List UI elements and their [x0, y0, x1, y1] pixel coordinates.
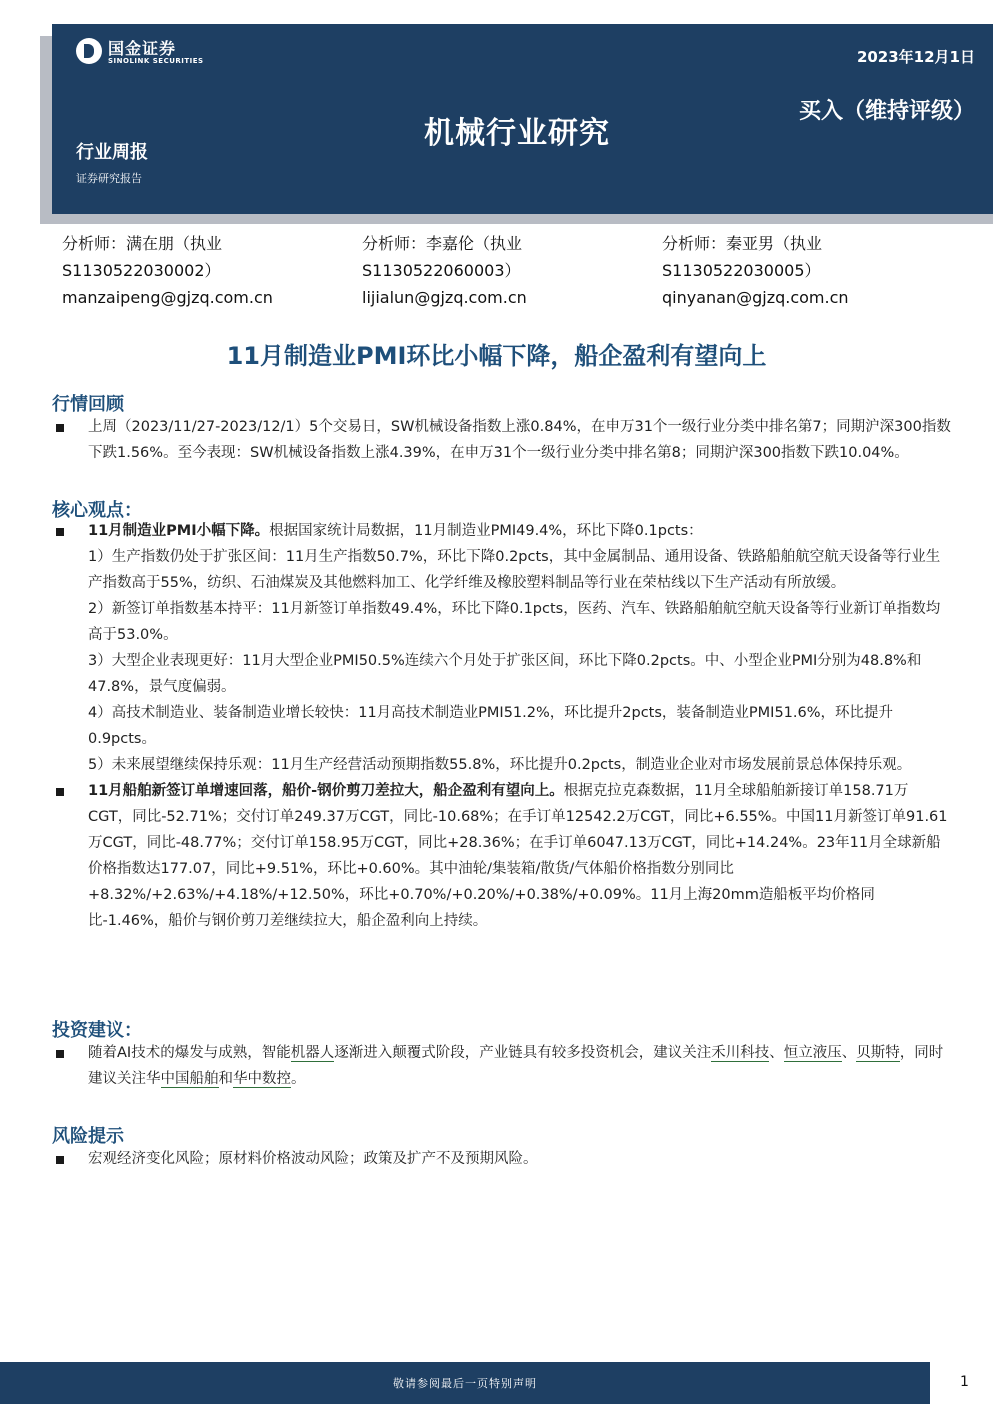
- pmi-text: 根据国家统计局数据，11月制造业PMI49.4%，环比下降0.1pcts：: [269, 523, 703, 539]
- stock-link[interactable]: 华中数控: [233, 1071, 291, 1087]
- pmi-point: 1）生产指数仍处于扩张区间：11月生产指数50.7%，环比下降0.2pcts，其中金属制品、通用设备、铁路船舶航空航天设备等行业生产指数高于55%，纺织、石油煤炭及其他燃料加工、化学纤维及橡胶塑料制品等行业在荣枯线以下生产活动有所放缓。: [88, 549, 941, 591]
- section-title-review: 行情回顾: [52, 394, 124, 415]
- analyst-license: S1130522030002）: [62, 261, 221, 280]
- bullet-item: [52, 778, 952, 934]
- analyst-email[interactable]: manzaipeng@gjzq.com.cn: [62, 288, 273, 307]
- report-subtype: 证券研究报告: [76, 172, 142, 185]
- bullet-item: [52, 518, 952, 544]
- bullet-icon: [56, 528, 64, 536]
- analyst-license: S1130522030005）: [662, 261, 821, 280]
- page-title: 机械行业研究: [424, 116, 610, 151]
- company-logo: [76, 36, 204, 65]
- analyst-email[interactable]: qinyanan@gjzq.com.cn: [662, 288, 849, 307]
- invest-text: ，同时建议关注华: [88, 1045, 944, 1087]
- headline: 11月制造业PMI环比小幅下降，船企盈利有望向上: [226, 342, 767, 370]
- ship-lead: 11月船舶新签订单增速回落，船价-钢价剪刀差拉大，船企盈利有望向上。: [88, 783, 564, 799]
- stock-link[interactable]: 禾川科技: [711, 1045, 770, 1061]
- core-paragraph: [52, 518, 952, 934]
- bullet-icon: [56, 1156, 64, 1164]
- invest-paragraph: [52, 1040, 952, 1092]
- bullet-item: [52, 1146, 952, 1172]
- bullet-icon: [56, 1050, 64, 1058]
- analyst-list: [62, 230, 962, 311]
- analyst-license: S1130522060003）: [362, 261, 521, 280]
- bullet-item: [52, 1040, 952, 1092]
- invest-text: 和: [218, 1071, 233, 1087]
- analyst: [662, 230, 962, 311]
- bullet-icon: [56, 424, 64, 432]
- analyst-name: 分析师：秦亚男（执业: [662, 234, 823, 253]
- report-type: 行业周报: [76, 142, 148, 163]
- bullet-icon: [56, 788, 64, 796]
- page-number: 1: [960, 1374, 969, 1390]
- risk-text: 宏观经济变化风险；原材料价格波动风险；政策及扩产不及预期风险。: [88, 1151, 538, 1167]
- analyst-name: 分析师：李嘉伦（执业: [362, 234, 523, 253]
- stock-link[interactable]: 贝斯特: [856, 1045, 900, 1061]
- risk-paragraph: [52, 1146, 952, 1172]
- review-paragraph: [52, 414, 952, 466]
- logo-cn: 国金证券: [108, 39, 177, 58]
- pmi-point: 3）大型企业表现更好：11月大型企业PMI50.5%连续六个月处于扩张区间，环比下降0.2pcts。中、小型企业PMI分别为48.8%和47.8%，景气度偏弱。: [88, 653, 922, 695]
- analyst-name: 分析师：满在朋（执业: [62, 234, 223, 253]
- pmi-point: 4）高技术制造业、装备制造业增长较快：11月高技术制造业PMI51.2%，环比提升2pcts，装备制造业PMI51.6%，环比提升0.9pcts。: [88, 705, 894, 747]
- report-date: 2023年12月1日: [856, 48, 975, 66]
- invest-text: 。: [291, 1071, 306, 1087]
- rating: 买入（维持评级）: [798, 99, 975, 124]
- invest-text: 、: [841, 1045, 857, 1061]
- bullet-item: [52, 414, 952, 466]
- analyst: [62, 230, 362, 311]
- stock-link[interactable]: 恒立液压: [783, 1045, 842, 1061]
- analyst-email[interactable]: lijialun@gjzq.com.cn: [362, 288, 527, 307]
- invest-text: 随着AI技术的爆发与成熟，智能: [88, 1045, 291, 1061]
- analyst: [362, 230, 662, 311]
- stock-link[interactable]: 机器人: [290, 1045, 335, 1061]
- pmi-lead: 11月制造业PMI小幅下降。: [88, 523, 270, 539]
- review-text: 上周（2023/11/27-2023/12/1）5个交易日，SW机械设备指数上涨0.84%，在申万31个一级行业分类中排名第7；同期沪深300指数下跌1.56%。至今表现：SW机械设备指数上涨4.39%，在申万31个一级行业分类中排名第8；同期沪深300指数下跌10.04%。: [88, 419, 951, 461]
- pmi-point: 2）新签订单指数基本持平：11月新签订单指数49.4%，环比下降0.1pcts，医药、汽车、铁路船舶航空航天设备等行业新订单指数均高于53.0%。: [88, 601, 941, 643]
- report-header: [52, 24, 993, 214]
- stock-link[interactable]: 中国船舶: [160, 1071, 219, 1087]
- logo-en: SINOLINK SECURITIES: [108, 57, 204, 65]
- section-title-invest: 投资建议：: [52, 1020, 142, 1041]
- pmi-point: 5）未来展望继续保持乐观：11月生产经营活动预期指数55.8%，环比提升0.2pcts，制造业企业对市场发展前景总体保持乐观。: [88, 757, 912, 773]
- footer-disclaimer: 敬请参阅最后一页特别声明: [393, 1377, 537, 1390]
- invest-text: 逐渐进入颠覆式阶段，产业链具有较多投资机会，建议关注: [334, 1045, 712, 1061]
- section-title-core: 核心观点：: [52, 500, 142, 521]
- section-title-risk: 风险提示: [52, 1126, 124, 1147]
- ship-text: 根据克拉克森数据，11月全球船舶新接订单158.71万CGT，同比-52.71%；交付订单249.37万CGT，同比-10.68%；在手订单12542.2万CGT，同比+6.55%。中国11月新签订单91.61万CGT，同比-48.77%；交付订单158.95万CGT，同比+28.36%；在手订单6047.13万CGT，同比+14.24%。23年11月全球新船价格指数达177.07，同比+9.51%，环比+0.60%。其中油轮/集装箱/散货/气体船价格指数分别同比+8.32%/+2.63%/+4.18%/+12.50%，环比+0.70%/+0.20%/+0.38%/+0.09%。11月上海20mm造船板平均价格同比-1.46%，船价与钢价剪刀差继续拉大，船企盈利向上持续。: [88, 783, 948, 929]
- invest-text: 、: [769, 1045, 784, 1061]
- logo-icon: [76, 38, 102, 64]
